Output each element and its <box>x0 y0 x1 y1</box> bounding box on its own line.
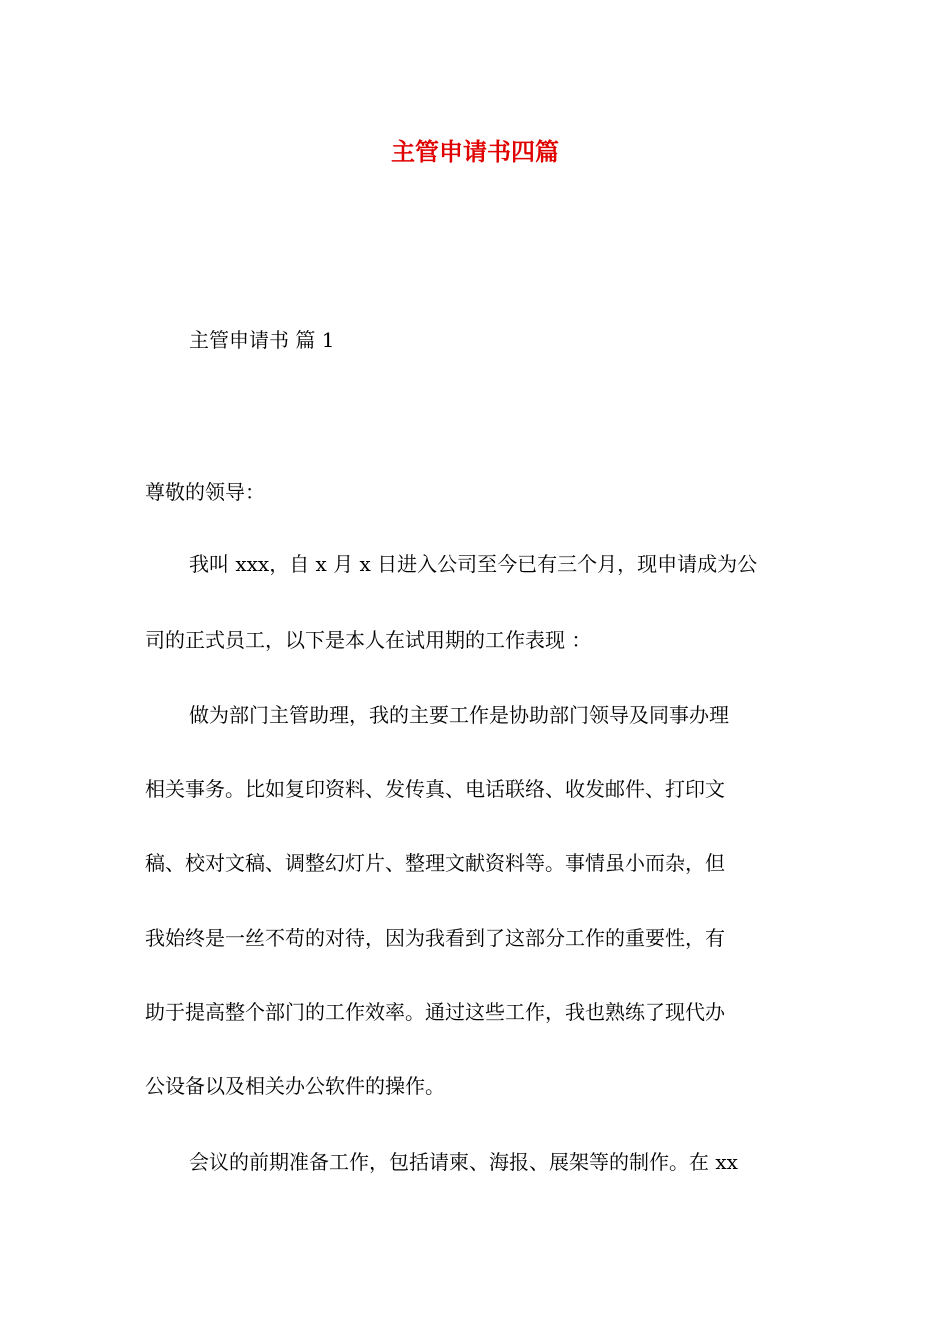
paragraph-line: 相关事务。比如复印资料、发传真、电话联络、收发邮件、打印文 <box>145 777 725 801</box>
document-title: 主管申请书四篇 <box>391 137 559 166</box>
paragraph-line: 我始终是一丝不苟的对待，因为我看到了这部分工作的重要性，有 <box>145 926 725 950</box>
paragraph-line: 稿、校对文稿、调整幻灯片、整理文献资料等。事情虽小而杂，但 <box>145 851 725 875</box>
paragraph-line: 做为部门主管助理，我的主要工作是协助部门领导及同事办理 <box>189 703 729 727</box>
salutation: 尊敬的领导： <box>145 480 265 504</box>
paragraph-line: 会议的前期准备工作，包括请柬、海报、展架等的制作。在 xx <box>189 1150 738 1174</box>
paragraph-line: 司的正式员工，以下是本人在试用期的工作表现 ： <box>145 628 592 652</box>
paragraph-line: 公设备以及相关办公软件的操作。 <box>145 1074 445 1098</box>
section-heading: 主管申请书 篇 1 <box>189 328 335 352</box>
paragraph-line: 我叫 xxx，自 x 月 x 日进入公司至今已有三个月，现申请成为公 <box>189 552 758 576</box>
paragraph-line: 助于提高整个部门的工作效率。通过这些工作，我也熟练了现代办 <box>145 1000 725 1024</box>
